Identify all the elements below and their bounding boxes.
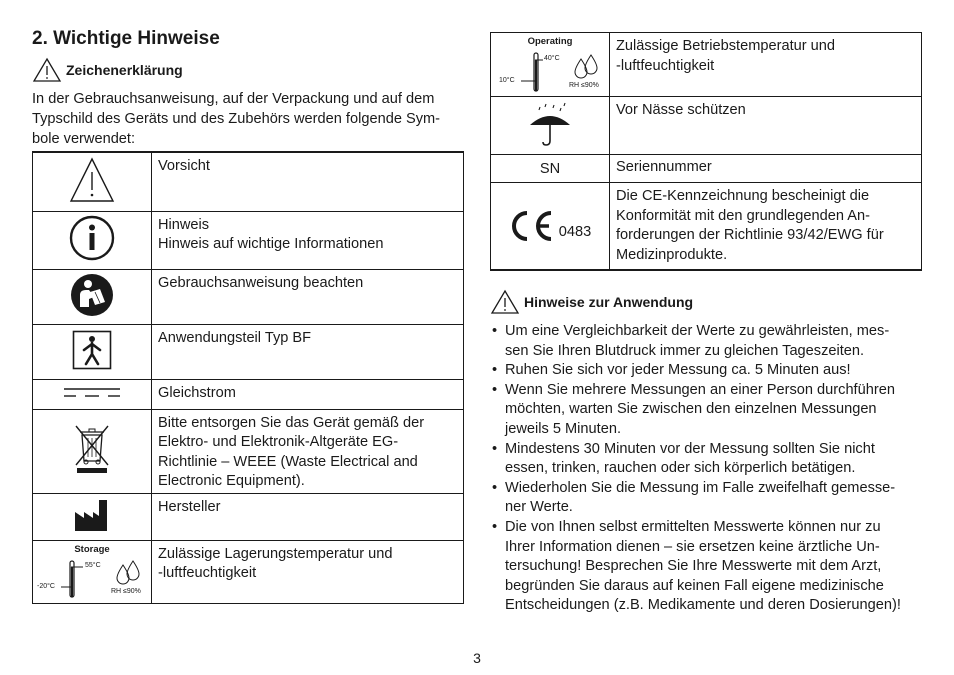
symbol-cell	[33, 324, 152, 379]
type-bf-icon	[72, 330, 112, 370]
direct-current-icon	[62, 385, 122, 399]
symbol-table-left	[32, 151, 464, 604]
warning-triangle-icon	[68, 156, 116, 204]
ce-mark-group	[491, 210, 609, 242]
symbol-cell	[491, 97, 610, 155]
table-row	[33, 211, 464, 269]
table-row	[33, 493, 464, 540]
description-cell: Hersteller	[152, 493, 464, 540]
usage-notes-heading	[490, 289, 693, 315]
list-item: • Ruhen Sie sich vor jeder Messung ca. 5 Minuten aus!	[490, 361, 924, 381]
table-row	[491, 33, 922, 97]
description-cell: Vorsicht	[152, 152, 464, 211]
usage-notes-heading-text: Hinweise zur Anwendung	[524, 294, 694, 310]
info-circle-icon	[69, 215, 115, 261]
page-title: 2. Wichtige Hinweise	[32, 28, 220, 49]
operating-humidity: RH ≤90%	[569, 82, 599, 89]
table-row	[33, 540, 464, 603]
table-row	[33, 409, 464, 493]
page-number: 3	[473, 650, 481, 666]
symbol-legend-heading	[32, 57, 183, 83]
symbol-cell	[33, 540, 152, 603]
description-cell: Gebrauchsanweisung beachten	[152, 269, 464, 324]
symbol-cell	[33, 269, 152, 324]
table-row	[491, 183, 922, 270]
ce-mark-icon	[509, 210, 555, 242]
operating-conditions-icon	[491, 33, 609, 96]
intro-paragraph: In der Gebrauchsanweisung, auf der Verpackung und auf dem Typschild des Geräts und des Zubehörs werden folgende Sym- bole verwendet:	[32, 91, 441, 147]
description-cell: Hinweis Hinweis auf wichtige Informationen	[152, 211, 464, 269]
table-row	[33, 269, 464, 324]
symbol-cell	[33, 379, 152, 409]
symbol-table-right	[490, 32, 922, 271]
list-item: • Wiederholen Sie die Messung im Falle zweifelhaft gemesse- ner Werte.	[490, 479, 924, 518]
read-manual-icon	[70, 273, 114, 317]
usage-notes-list	[490, 322, 924, 616]
weee-bin-icon	[73, 423, 111, 475]
symbol-legend-heading-text: Zeichenerklärung	[66, 62, 183, 78]
storage-label: Storage	[74, 543, 110, 555]
list-item: • Wenn Sie mehrere Messungen an einer Person durchführen möchten, warten Sie zwischen den einzelnen Messungen jeweils 5 Minuten.	[490, 381, 924, 440]
serial-number-label: SN	[539, 160, 561, 177]
table-row	[491, 155, 922, 183]
list-item: • Die von Ihnen selbst ermittelten Messwerte können nur zu Ihrer Information dienen – sie ersetzen keine ärztliche Un- tersuchung! Besprechen Sie Ihre Messwerte mit dem Arzt, begründen Sie daraus auf keinen Fall eigene medizinische Entscheidungen (z.B. Medikamente und deren Dosierungen)!	[490, 518, 924, 616]
description-cell: Anwendungsteil Typ BF	[152, 324, 464, 379]
table-row	[33, 379, 464, 409]
table-row	[33, 152, 464, 211]
description-cell: Die CE-Kennzeichnung bescheinigt die Konformität mit den grundlegenden An- forderungen der Richtlinie 93/42/EWG für Medizinprodukte.	[610, 183, 922, 270]
list-item: • Mindestens 30 Minuten vor der Messung sollten Sie nicht essen, trinken, rauchen oder sich körperlich betätigen.	[490, 440, 924, 479]
operating-min-temp: 10°C	[499, 77, 515, 84]
description-cell: Seriennummer	[610, 155, 922, 183]
symbol-cell	[33, 493, 152, 540]
list-item: • Um eine Vergleichbarkeit der Werte zu gewährleisten, mes- sen Sie Ihren Blutdruck immer zu gleichen Tageszeiten.	[490, 322, 924, 361]
symbol-cell	[491, 183, 610, 270]
warning-triangle-icon	[32, 57, 62, 83]
symbol-cell	[491, 33, 610, 97]
storage-min-temp: -20°C	[37, 582, 55, 590]
symbol-cell	[491, 155, 610, 183]
description-cell: Vor Nässe schützen	[610, 97, 922, 155]
symbol-cell	[33, 211, 152, 269]
description-cell: Gleichstrom	[152, 379, 464, 409]
thermometer-drops-graphic	[33, 541, 151, 603]
thermometer-drops-graphic	[491, 33, 609, 96]
storage-conditions-icon	[33, 541, 151, 603]
manufacturer-icon	[73, 498, 111, 532]
symbol-cell	[33, 409, 152, 493]
notified-body-number: 0483	[558, 223, 592, 240]
operating-label: Operating	[527, 36, 573, 47]
table-row	[491, 97, 922, 155]
storage-max-temp: 55°C	[85, 561, 101, 569]
description-cell: Bitte entsorgen Sie das Gerät gemäß der Elektro- und Elektronik-Altgeräte EG- Richtlinie – WEEE (Waste Electrical and Electronic Equipment).	[152, 409, 464, 493]
warning-triangle-icon	[490, 289, 520, 315]
operating-max-temp: 40°C	[544, 55, 560, 62]
keep-dry-umbrella-icon	[527, 101, 573, 147]
storage-humidity: RH ≤90%	[111, 587, 141, 595]
symbol-cell	[33, 152, 152, 211]
description-cell: Zulässige Lagerungstemperatur und -luftfeuchtigkeit	[152, 540, 464, 603]
table-row	[33, 324, 464, 379]
description-cell: Zulässige Betriebstemperatur und -luftfeuchtigkeit	[610, 33, 922, 97]
